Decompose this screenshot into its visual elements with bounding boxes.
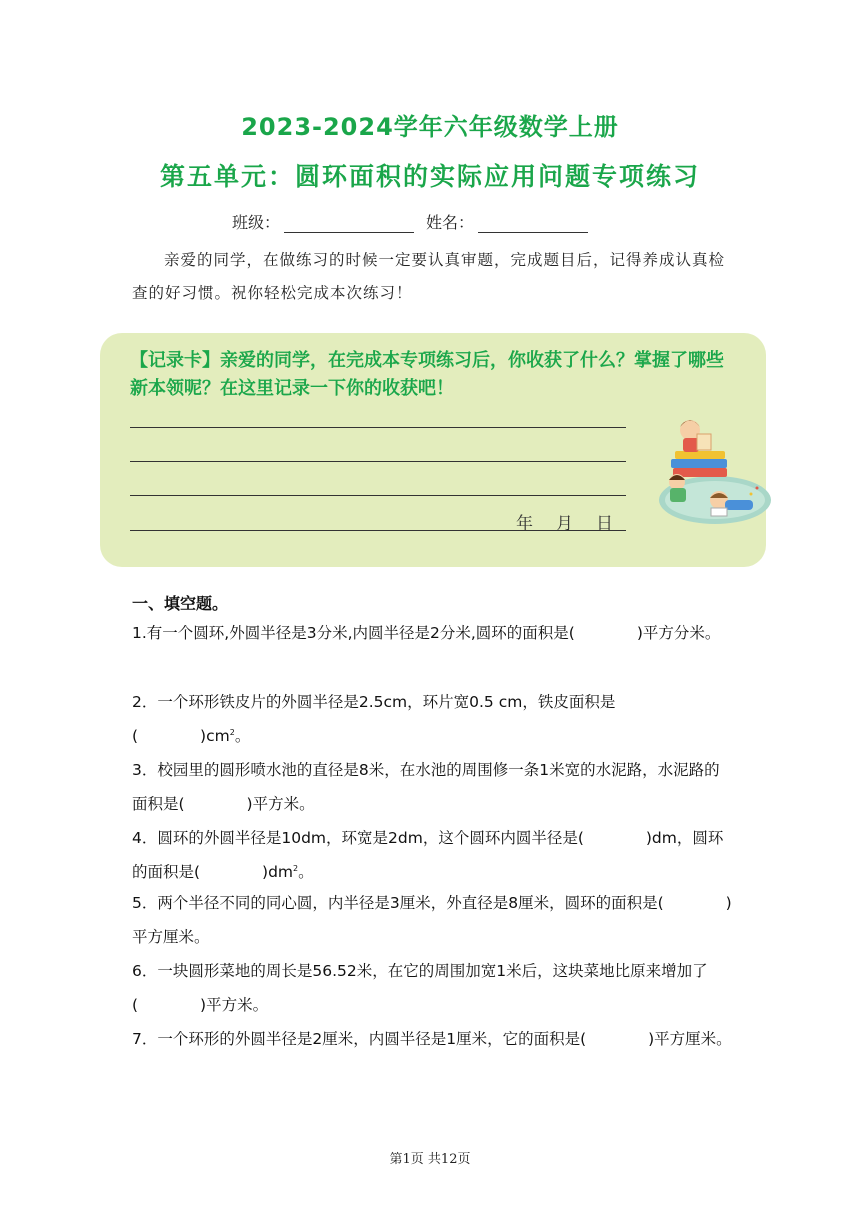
question-2	[132, 685, 732, 753]
record-line[interactable]	[130, 495, 626, 496]
record-line[interactable]	[130, 427, 626, 428]
question-4-text: 4．圆环的外圆半径是10dm，环宽是2dm，这个圆环内圆半径是( )dm，圆环的面积是( )$dm^2$。	[132, 829, 724, 881]
name-label: 姓名：	[426, 213, 475, 232]
question-1: 1.有一个圆环,外圆半径是3分米,内圆半径是2分米,圆环的面积是( )平方分米。	[132, 624, 721, 642]
class-label: 班级：	[232, 213, 281, 232]
question-2-text: 2．一个环形铁皮片的外圆半径是2.5cm，环片宽0.5 cm，铁皮面积是( )$cm^2$。	[132, 693, 616, 745]
page-footer: 第1页 共12页	[389, 1152, 471, 1167]
year-label: 年	[516, 514, 534, 534]
record-line[interactable]	[130, 461, 626, 462]
question-4	[132, 821, 732, 889]
name-blank[interactable]	[478, 213, 588, 233]
question-3: 3．校园里的圆形喷水池的直径是8米，在水池的周围修一条1米宽的水泥路，水泥路的面积是( )平方米。	[132, 761, 720, 813]
record-card-text: 【记录卡】亲爱的同学，在完成本专项练习后，你收获了什么？掌握了哪些新本领呢？在这里记录一下你的收获吧！	[130, 350, 724, 399]
document-subtitle: 第五单元：圆环面积的实际应用问题专项练习	[159, 162, 700, 191]
month-label: 月	[556, 514, 574, 534]
intro-paragraph: 亲爱的同学，在做练习的时候一定要认真审题，完成题目后，记得养成认真检查的好习惯。祝你轻松完成本次练习！	[132, 251, 726, 302]
children-reading-books-illustration	[655, 408, 771, 528]
question-6: 6．一块圆形菜地的周长是56.52米，在它的周围加宽1米后，这块菜地比原来增加了( )平方米。	[132, 962, 708, 1014]
document-title: 2023-2024学年六年级数学上册	[241, 113, 619, 141]
record-date	[516, 509, 614, 534]
question-5: 5．两个半径不同的同心圆，内半径是3厘米，外直径是8厘米，圆环的面积是( )平方厘米。	[132, 894, 732, 946]
student-info-line	[232, 210, 588, 233]
question-7: 7．一个环形的外圆半径是2厘米，内圆半径是1厘米，它的面积是( )平方厘米。	[132, 1030, 732, 1048]
day-label: 日	[596, 514, 614, 534]
section-title: 一、填空题。	[132, 594, 229, 613]
class-blank[interactable]	[284, 213, 414, 233]
